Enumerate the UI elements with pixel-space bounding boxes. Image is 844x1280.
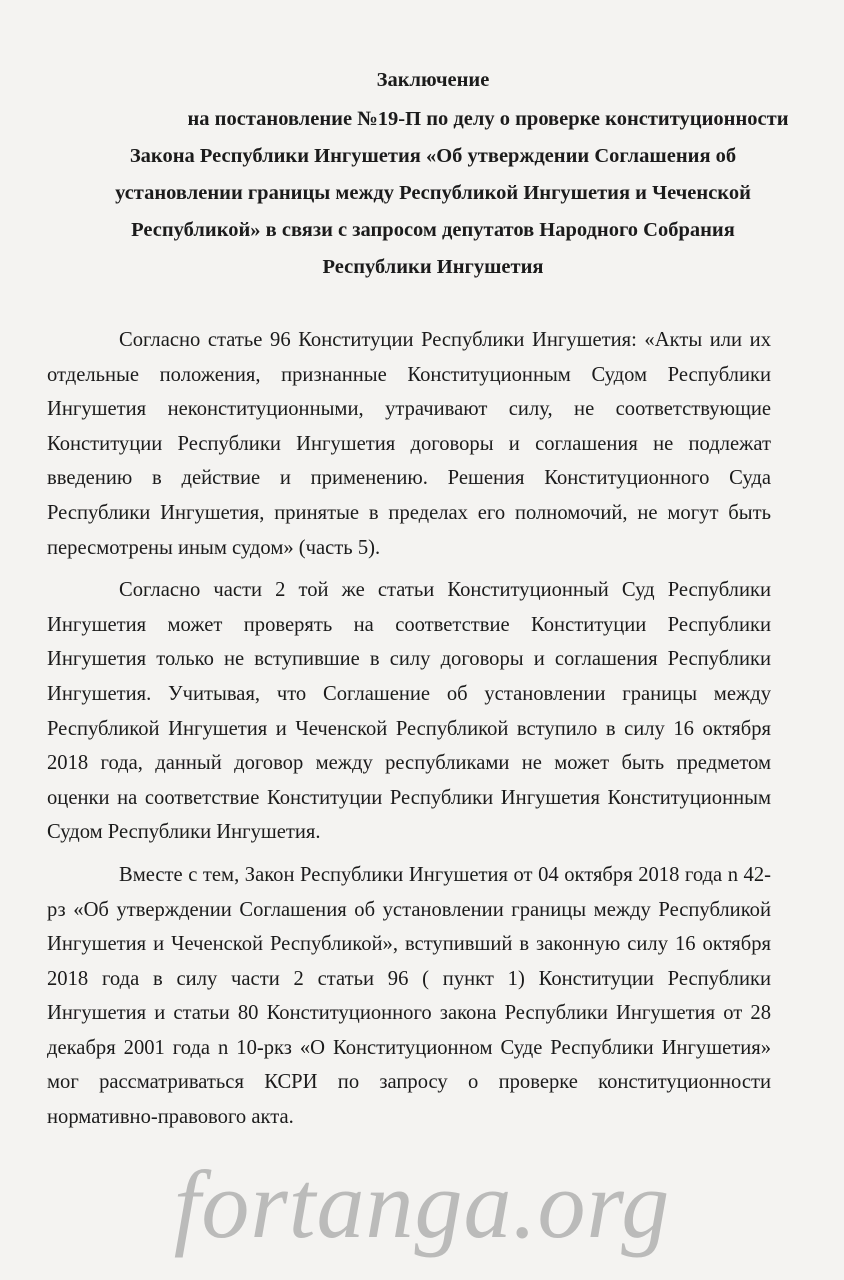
title-heading: Заключение <box>376 69 490 91</box>
paragraph-2: Согласно части 2 той же статьи Конституционный Суд Республики Ингушетия может проверять на соответствие Конституции Республики Ингушетия только не вступившие в силу договоры и соглашения Республики Ингушетия. Учитывая, что Соглашение об установлении границы между Республикой Ингушетия и Чеченской Республикой вступило в силу 16 октября 2018 года, данный договор между республиками не может быть предметом оценки на соответствие Конституции Республики Ингушетия Конституционным Судом Республики Ингушетия. <box>47 579 771 844</box>
document-body <box>47 323 771 1143</box>
paragraph-1: Согласно статье 96 Конституции Республики Ингушетия: «Акты или их отдельные положения, признанные Конституционным Судом Республики Ингушетия неконституционными, утрачивают силу, не соответствующие Конституции Республики Ингушетия договоры и соглашения не подлежат введению в действие и применению. Решения Конституционного Суда Республики Ингушетия, принятые в пределах его полномочий, не могут быть пересмотрены иным судом» (часть 5). <box>47 329 771 559</box>
title-line-2: на постановление №19-П по делу о проверке конституционности <box>187 108 789 130</box>
title-line-4: установлении границы между Республикой Ингушетия и Чеченской <box>115 182 751 204</box>
watermark: fortanga.org <box>173 1151 671 1258</box>
title-line-3: Закона Республики Ингушетия «Об утверждении Соглашения об <box>129 145 737 167</box>
title-line-5: Республикой» в связи с запросом депутатов Народного Собрания <box>131 219 735 241</box>
document-title <box>40 62 826 286</box>
paragraph-3: Вместе с тем, Закон Республики Ингушетия от 04 октября 2018 года n 42-рз «Об утверждении Соглашения об установлении границы между Республикой Ингушетия и Чеченской Республикой», вступивший в законную силу 16 октября 2018 года в силу части 2 статьи 96 ( пункт 1) Конституции Республики Ингушетия и статьи 80 Конституционного закона Республики Ингушетия от 28 декабря 2001 года n 10-ркз «О Конституционном Суде Республики Ингушетия» мог рассматриваться КСРИ по запросу о проверке конституционности нормативно-правового акта. <box>47 863 771 1129</box>
title-line-6: Республики Ингушетия <box>322 256 544 278</box>
